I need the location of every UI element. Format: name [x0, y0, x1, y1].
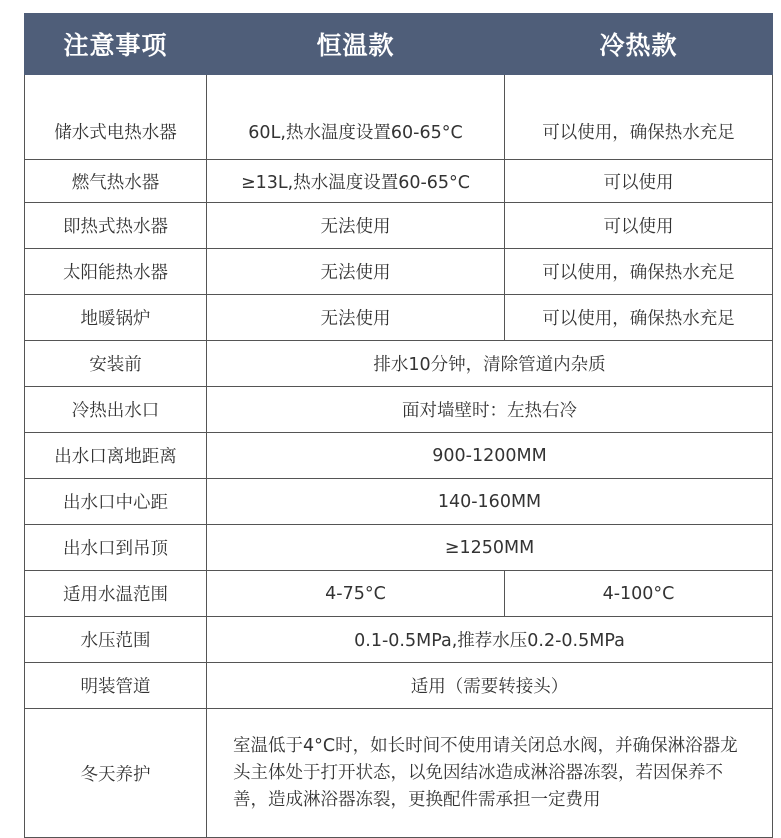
table-row — [25, 433, 773, 479]
row-label: 地暖锅炉 — [25, 295, 207, 341]
merged-value: 140-160MM — [207, 479, 773, 525]
constant-temp-value: 4-75°C — [207, 571, 505, 617]
winter-care-note: 室温低于4°C时，如长时间不使用请关闭总水阀，并确保淋浴器龙头主体处于打开状态，以免因结冰造成淋浴器冻裂，若因保养不善，造成淋浴器冻裂，更换配件需承担一定费用 — [207, 709, 773, 838]
row-label: 冬天养护 — [25, 709, 207, 838]
constant-temp-value: 无法使用 — [207, 203, 505, 249]
hot-cold-value: 可以使用，确保热水充足 — [505, 249, 773, 295]
table-row — [25, 249, 773, 295]
table-row — [25, 75, 773, 160]
constant-temp-value: ≥13L,热水温度设置60-65°C — [207, 160, 505, 203]
merged-value: 900-1200MM — [207, 433, 773, 479]
constant-temp-value: 无法使用 — [207, 249, 505, 295]
header-constant-temp: 恒温款 — [207, 14, 505, 75]
row-label: 储水式电热水器 — [25, 75, 207, 160]
row-label: 出水口到吊顶 — [25, 525, 207, 571]
row-label: 出水口离地距离 — [25, 433, 207, 479]
table-row — [25, 571, 773, 617]
merged-value: 面对墙壁时：左热右冷 — [207, 387, 773, 433]
row-label: 燃气热水器 — [25, 160, 207, 203]
row-label: 太阳能热水器 — [25, 249, 207, 295]
table-row — [25, 479, 773, 525]
row-label: 出水口中心距 — [25, 479, 207, 525]
table-header-row — [25, 14, 773, 75]
table-row — [25, 617, 773, 663]
hot-cold-value: 可以使用 — [505, 203, 773, 249]
row-label: 安装前 — [25, 341, 207, 387]
row-label: 冷热出水口 — [25, 387, 207, 433]
constant-temp-value: 60L,热水温度设置60-65°C — [207, 75, 505, 160]
row-label: 明装管道 — [25, 663, 207, 709]
row-label: 即热式热水器 — [25, 203, 207, 249]
table-row — [25, 663, 773, 709]
header-notes: 注意事项 — [25, 14, 207, 75]
header-hot-cold: 冷热款 — [505, 14, 773, 75]
row-label: 水压范围 — [25, 617, 207, 663]
constant-temp-value: 无法使用 — [207, 295, 505, 341]
hot-cold-value: 可以使用 — [505, 160, 773, 203]
table-row — [25, 709, 773, 838]
hot-cold-value: 可以使用，确保热水充足 — [505, 75, 773, 160]
merged-value: 适用（需要转接头） — [207, 663, 773, 709]
table-row — [25, 525, 773, 571]
installation-notes-table — [24, 13, 773, 838]
table-row — [25, 160, 773, 203]
merged-value: 0.1-0.5MPa,推荐水压0.2-0.5MPa — [207, 617, 773, 663]
table-row — [25, 387, 773, 433]
table-row — [25, 295, 773, 341]
spec-table-container — [24, 13, 772, 838]
merged-value: ≥1250MM — [207, 525, 773, 571]
table-row — [25, 203, 773, 249]
row-label: 适用水温范围 — [25, 571, 207, 617]
hot-cold-value: 可以使用，确保热水充足 — [505, 295, 773, 341]
hot-cold-value: 4-100°C — [505, 571, 773, 617]
table-row — [25, 341, 773, 387]
merged-value: 排水10分钟，清除管道内杂质 — [207, 341, 773, 387]
